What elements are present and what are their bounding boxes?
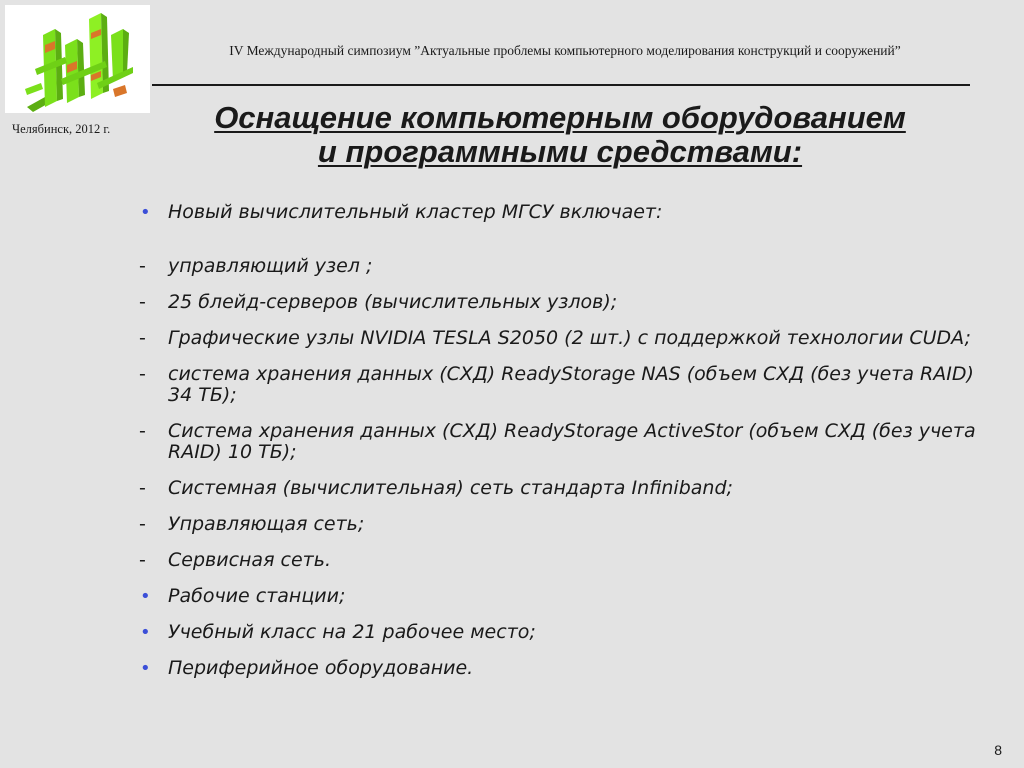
dash-icon: - xyxy=(139,477,146,499)
list-item-text: Графические узлы NVIDIA TESLA S2050 (2 шт.) с поддержкой технологии CUDA; xyxy=(168,327,971,349)
list-item-text: Сервисная сеть. xyxy=(168,549,331,571)
list-item xyxy=(136,328,996,349)
list-item xyxy=(136,202,996,223)
slide-title-line-2: и программными средствами: xyxy=(317,134,803,169)
bullet-icon: • xyxy=(140,586,151,607)
list-item-text: 25 блейд-серверов (вычислительных узлов); xyxy=(168,291,618,313)
structure-model-icon xyxy=(5,5,150,113)
list-item xyxy=(136,550,996,571)
symposium-logo xyxy=(5,5,150,113)
list-item-text: Учебный класс на 21 рабочее место; xyxy=(168,621,536,643)
list-item-text: Система хранения данных (СХД) ReadyStorage ActiveStor (объем СХД (без учета RAID) 10 ТБ); xyxy=(168,420,976,463)
bullet-icon: • xyxy=(140,622,151,643)
dash-icon: - xyxy=(139,291,146,313)
list-item xyxy=(136,421,996,463)
conference-title: IV Международный симпозиум ”Актуальные проблемы компьютерного моделирования конструкций и сооружений” xyxy=(229,43,901,58)
list-item xyxy=(136,292,996,313)
header-divider xyxy=(152,84,970,86)
dash-icon: - xyxy=(139,255,146,277)
dash-icon: - xyxy=(139,513,146,535)
list-item xyxy=(136,586,996,607)
dash-icon: - xyxy=(139,363,146,385)
list-item xyxy=(136,478,996,499)
dash-icon: - xyxy=(139,420,146,442)
list-item-text: Рабочие станции; xyxy=(168,585,346,607)
location-year-label: Челябинск, 2012 г. xyxy=(12,122,111,136)
slide-title-line-1: Оснащение компьютерным оборудованием xyxy=(214,100,906,135)
list-item-text: система хранения данных (СХД) ReadyStorage NAS (объем СХД (без учета RAID) 34 ТБ); xyxy=(168,363,974,406)
list-item-text: Новый вычислительный кластер МГСУ включает: xyxy=(168,201,663,223)
dash-icon: - xyxy=(139,327,146,349)
list-item xyxy=(136,658,996,679)
list-item-text: Управляющая сеть; xyxy=(168,513,365,535)
list-item-text: Периферийное оборудование. xyxy=(168,657,474,679)
list-item xyxy=(136,622,996,643)
list-item-text: Системная (вычислительная) сеть стандарта Infiniband; xyxy=(168,477,733,499)
list-item xyxy=(136,256,996,277)
list-item xyxy=(136,514,996,535)
page-number: 8 xyxy=(994,742,1002,758)
list-item xyxy=(136,364,996,406)
slide-title xyxy=(150,101,970,169)
dash-icon: - xyxy=(139,549,146,571)
bullet-icon: • xyxy=(140,202,151,223)
bullet-icon: • xyxy=(140,658,151,679)
equipment-list xyxy=(136,202,996,694)
list-item-text: управляющий узел ; xyxy=(168,255,373,277)
